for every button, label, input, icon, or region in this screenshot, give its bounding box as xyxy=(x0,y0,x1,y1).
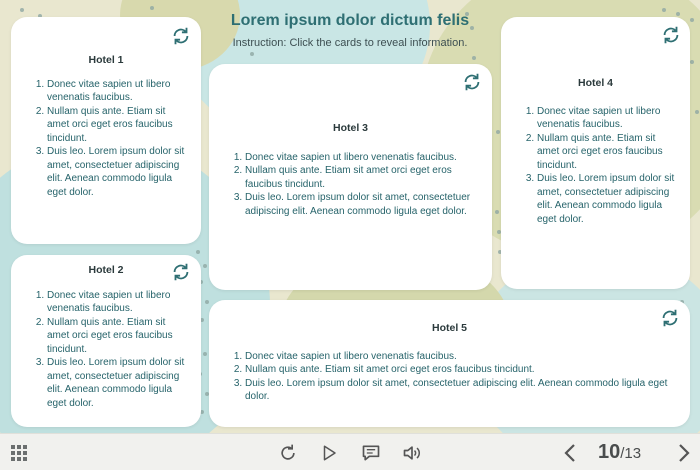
refresh-icon[interactable] xyxy=(660,24,682,46)
refresh-icon[interactable] xyxy=(170,261,192,283)
grid-icon xyxy=(10,444,28,462)
list-item: 3. Duis leo. Lorem ipsum dolor sit amet, consectetuer adipiscing elit. Aenean commodo ligula eget dolor. xyxy=(47,145,187,199)
play-icon xyxy=(320,444,338,462)
total-pages: 13 xyxy=(624,445,642,462)
list-item: 1. Donec vitae sapien ut libero venenatis faucibus. xyxy=(47,289,187,316)
card-hotel-3[interactable] xyxy=(209,64,492,290)
refresh-icon[interactable] xyxy=(461,71,483,93)
page-title: Lorem ipsum dolor dictum felis xyxy=(230,12,470,29)
card-hotel-1[interactable] xyxy=(11,17,201,244)
prev-button[interactable] xyxy=(559,442,581,464)
current-page: 10 xyxy=(598,441,621,463)
menu-button[interactable] xyxy=(8,442,30,464)
decorative-dot xyxy=(250,52,254,56)
chevron-left-icon xyxy=(561,443,579,463)
list-item: 2. Nullam quis ante. Etiam sit amet orci eget eros faucibus tincidunt. xyxy=(245,164,478,191)
card-list xyxy=(221,350,676,404)
notes-icon xyxy=(361,443,381,463)
list-item: 1. Donec vitae sapien ut libero venenatis faucibus. xyxy=(245,151,478,165)
audio-button[interactable] xyxy=(401,442,423,464)
card-hotel-2[interactable] xyxy=(11,255,201,427)
decorative-dot xyxy=(205,300,209,304)
list-item: 3. Duis leo. Lorem ipsum dolor sit amet, consectetuer adipiscing elit. Aenean commodo ligula eget dolor. xyxy=(245,191,478,218)
card-list xyxy=(221,151,478,219)
list-item: 3. Duis leo. Lorem ipsum dolor sit amet, consectetuer adipiscing elit. Aenean commodo ligula eget dolor. xyxy=(245,377,676,404)
list-item: 2. Nullam quis ante. Etiam sit amet orci eget eros faucibus tincidunt. xyxy=(47,316,187,357)
play-button[interactable] xyxy=(318,442,340,464)
card-hotel-5[interactable] xyxy=(209,300,690,427)
list-item: 1. Donec vitae sapien ut libero venenatis faucibus. xyxy=(537,105,676,132)
card-list xyxy=(23,78,187,200)
decorative-dot xyxy=(150,6,154,10)
card-hotel-4[interactable] xyxy=(501,17,690,289)
list-item: 1. Donec vitae sapien ut libero venenatis faucibus. xyxy=(245,350,676,364)
list-item: 3. Duis leo. Lorem ipsum dolor sit amet, consectetuer adipiscing elit. Aenean commodo ligula eget dolor. xyxy=(537,172,676,226)
player-toolbar xyxy=(0,433,700,470)
decorative-dot xyxy=(690,60,694,64)
notes-button[interactable] xyxy=(360,442,382,464)
card-list xyxy=(513,105,676,227)
list-item: 2. Nullam quis ante. Etiam sit amet orci eget eros faucibus tincidunt. xyxy=(537,132,676,173)
list-item: 2. Nullam quis ante. Etiam sit amet orci eget eros faucibus tincidunt. xyxy=(47,105,187,146)
card-title: Hotel 1 xyxy=(88,54,124,66)
decorative-dot xyxy=(695,110,699,114)
page-separator: / xyxy=(620,445,625,462)
speaker-icon xyxy=(402,443,422,463)
list-item: 2. Nullam quis ante. Etiam sit amet orci eget eros faucibus tincidunt. xyxy=(245,363,676,377)
card-title: Hotel 3 xyxy=(332,122,368,134)
next-button[interactable] xyxy=(673,442,695,464)
decorative-dot xyxy=(496,130,500,134)
instruction-text: Instruction: Click the cards to reveal information. xyxy=(232,37,468,49)
replay-icon xyxy=(278,443,298,463)
decorative-dot xyxy=(495,210,499,214)
refresh-icon[interactable] xyxy=(659,307,681,329)
decorative-dot xyxy=(203,264,207,268)
card-title: Hotel 2 xyxy=(88,264,124,276)
replay-button[interactable] xyxy=(277,442,299,464)
list-item: 1. Donec vitae sapien ut libero venenatis faucibus. xyxy=(47,78,187,105)
card-title: Hotel 4 xyxy=(577,77,613,89)
decorative-dot xyxy=(203,352,207,356)
decorative-dot xyxy=(472,56,476,60)
chevron-right-icon xyxy=(675,443,693,463)
page-counter xyxy=(598,441,658,465)
decorative-dot xyxy=(196,250,200,254)
card-title: Hotel 5 xyxy=(431,322,467,334)
list-item: 3. Duis leo. Lorem ipsum dolor sit amet, consectetuer adipiscing elit. Aenean commodo ligula eget dolor. xyxy=(47,356,187,410)
card-list xyxy=(23,289,187,411)
refresh-icon[interactable] xyxy=(170,25,192,47)
